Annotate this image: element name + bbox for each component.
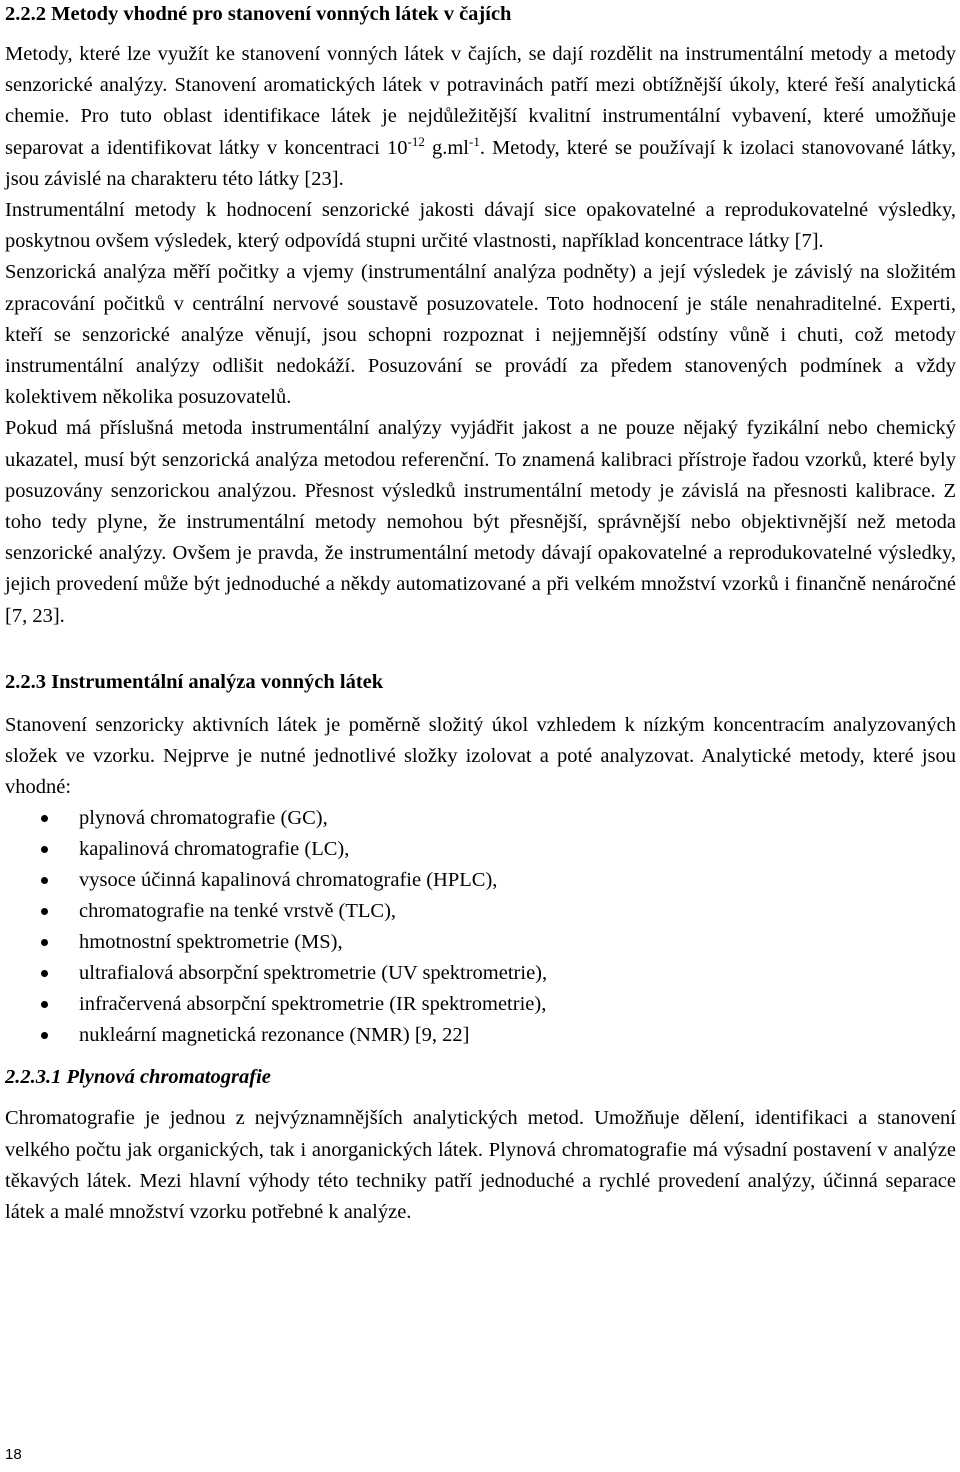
list-item: nukleární magnetická rezonance (NMR) [9, 22]	[5, 1020, 956, 1051]
page-number: 18	[5, 1446, 22, 1463]
paragraph-instrumental-methods: Instrumentální metody k hodnocení senzorické jakosti dávají sice opakovatelné a reprodukovatelné výsledky, poskytnou ovšem výsledek, který odpovídá stupni určité vlastnosti, například koncentrace látky [7].	[5, 199, 956, 253]
paragraph-text: . Metody, které se používají k izolaci stanovované látky, jsou závislé na charakteru této látky [23].	[5, 136, 956, 190]
list-item: kapalinová chromatografie (LC),	[5, 834, 956, 865]
paragraph-gas-chromatography: Chromatografie je jednou z nejvýznamnějších analytických metod. Umožňuje dělení, identifikaci a stanovení velkého počtu jak organických, tak i anorganických látek. Plynová chromatografie má výsadní postavení v analýze těkavých látek. Mezi hlavní výhody této techniky patří jednoduché a rychlé provedení analýzy, účinná separace látek a malé množství vzorku potřebné k analýze.	[5, 1107, 956, 1224]
paragraph-sensory-analysis: Senzorická analýza měří počitky a vjemy (instrumentální analýza podněty) a její výsledek je závislý na složitém zpracování počitků v centrální nervové soustavě posuzovatele. Toto hodnocení je stále nenahraditelné. Experti, kteří se senzorické analýze věnují, jsou schopni rozpoznat i nejjemnější odstíny vůně i chuti, což metody instrumentální analýzy odlišit nedokáží. Posuzování se provádí za předem stanovených podmínek a vždy kolektivem několika posuzovatelů.	[5, 261, 956, 409]
section-heading-2-2-2: 2.2.2 Metody vhodné pro stanovení vonných látek v čajích	[5, 3, 512, 25]
list-item: infračervená absorpční spektrometrie (IR spektrometrie),	[5, 989, 956, 1020]
paragraph-methods-intro	[5, 39, 956, 195]
paragraph-calibration: Pokud má příslušná metoda instrumentální analýzy vyjádřit jakost a ne pouze nějaký fyzikální nebo chemický ukazatel, musí být senzorická analýza metodou referenční. To znamená kalibraci přístroje řadou vzorků, které byly posuzovány senzorickou analýzou. Přesnost výsledků instrumentální metody je závislá na přesnosti kalibrace. Z toho tedy plyne, že instrumentální metody nemohou být přesnější, správnější nebo objektivnější než metoda senzorické analýzy. Ovšem je pravda, že instrumentální metody dávají opakovatelné a reprodukovatelné výsledky, jejich provedení může být jednoduché a někdy automatizované a při velkém množství vzorků i finančně nenáročné [7, 23].	[5, 417, 956, 627]
list-item: hmotnostní spektrometrie (MS),	[5, 927, 956, 958]
superscript-exponent: -1	[468, 133, 480, 149]
paragraph-text: Metody, které lze využít ke stanovení vonných látek v čajích, se dají rozdělit na instrumentální metody a metody senzorické analýzy. Stanovení aromatických látek v potravinách patří mezi obtížnější úkoly, které řeší analytická chemie. Pro tuto oblast identifikace látek je nejdůležitější kvalitní instrumentální vybavení, které umožňuje separovat a identifikovat látky v koncentraci 10	[5, 43, 956, 159]
list-item: ultrafialová absorpční spektrometrie (UV spektrometrie),	[5, 958, 956, 989]
list-item: vysoce účinná kapalinová chromatografie (HPLC),	[5, 865, 956, 896]
paragraph-instrumental-analysis-intro: Stanovení senzoricky aktivních látek je poměrně složitý úkol vzhledem k nízkým koncentracím analyzovaných složek ve vzorku. Nejprve je nutné jednotlivé složky izolovat a poté analyzovat. Analytické metody, které jsou vhodné:	[5, 713, 956, 799]
superscript-exponent: -12	[407, 133, 425, 149]
paragraph-text: g.ml	[424, 136, 469, 159]
analytical-methods-list	[5, 803, 956, 1051]
section-heading-2-2-3: 2.2.3 Instrumentální analýza vonných látek	[5, 670, 384, 693]
list-item: chromatografie na tenké vrstvě (TLC),	[5, 896, 956, 927]
section-heading-2-2-3-1: 2.2.3.1 Plynová chromatografie	[5, 1066, 271, 1089]
list-item: plynová chromatografie (GC),	[5, 803, 956, 834]
page-content	[5, 0, 956, 1228]
